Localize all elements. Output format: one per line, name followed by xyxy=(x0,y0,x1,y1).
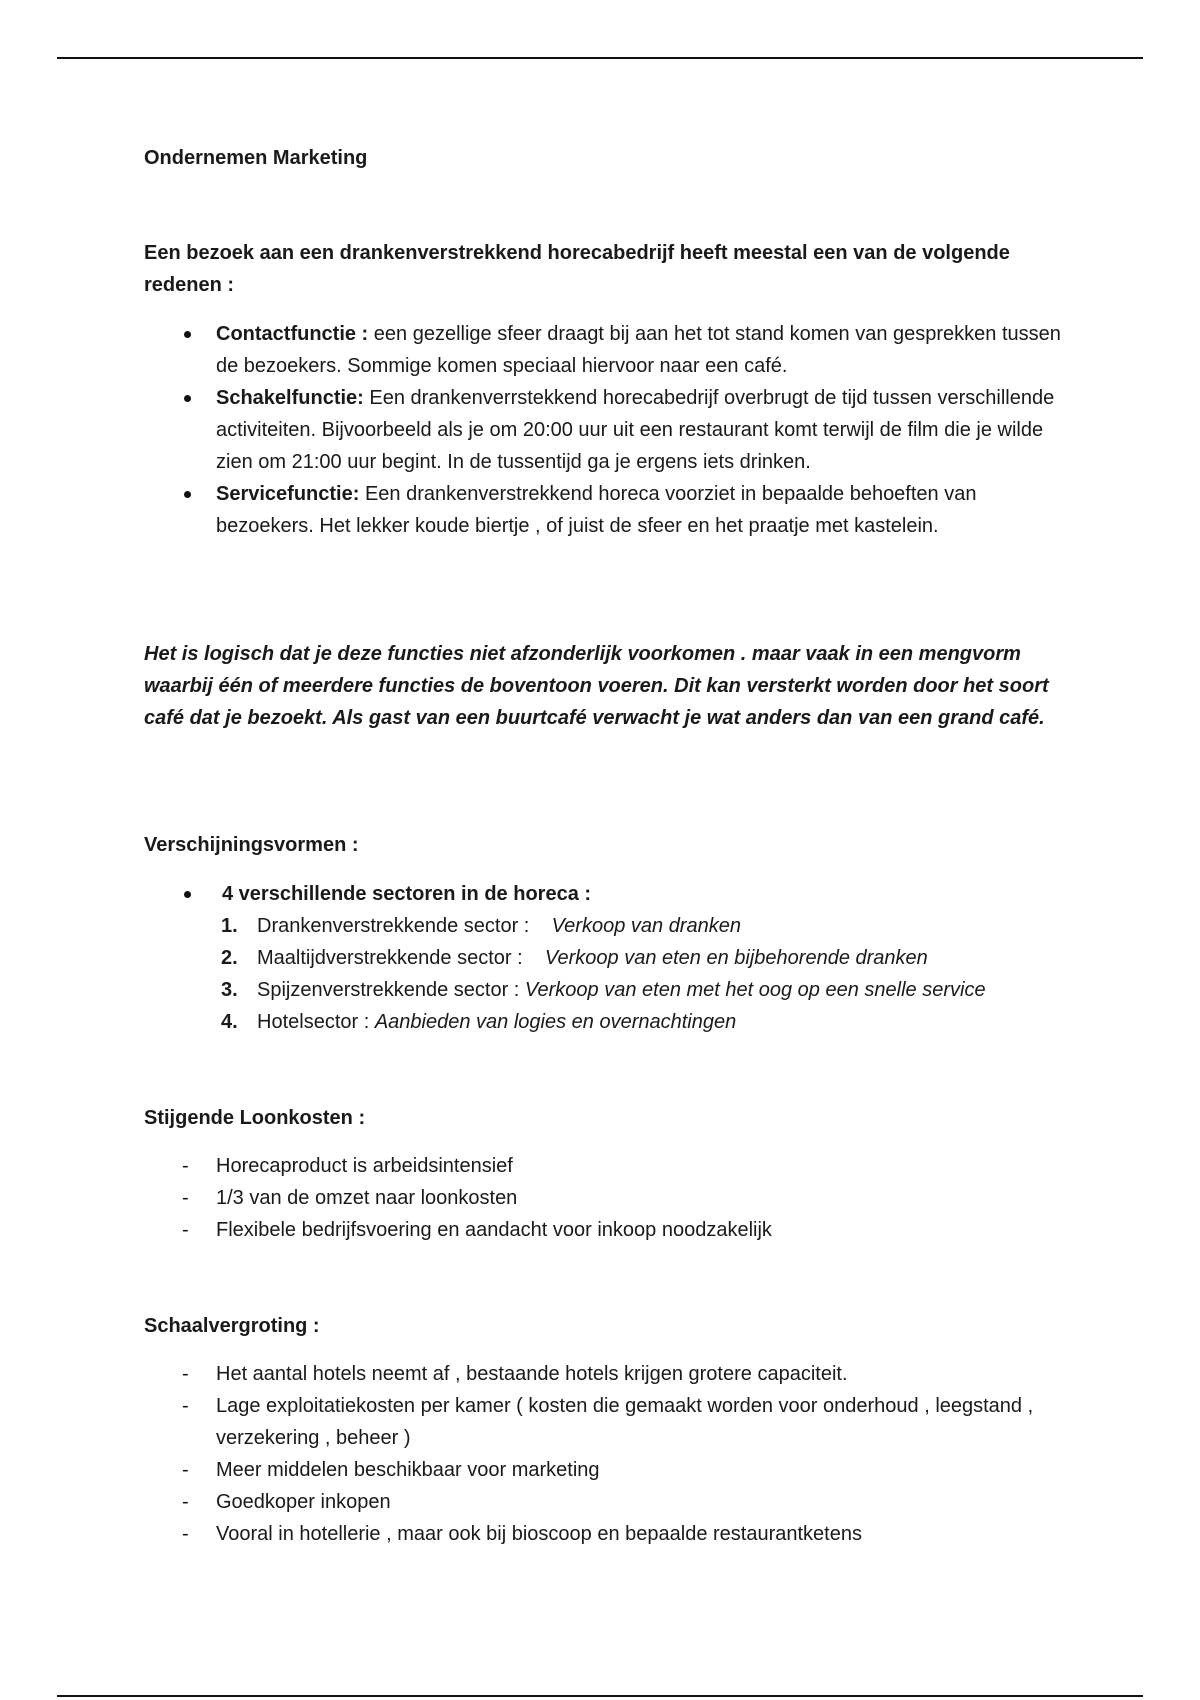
list-item: - Flexibele bedrijfsvoering en aandacht voor inkoop noodzakelijk xyxy=(144,1214,1064,1246)
sector-name: Hotelsector : xyxy=(257,1011,375,1033)
list-item: - Horecaproduct is arbeidsintensief xyxy=(144,1150,1064,1182)
list-item xyxy=(144,478,1064,542)
sector-name: Spijzenverstrekkende sector : xyxy=(257,979,525,1001)
emphasis-paragraph: Het is logisch dat je deze functies niet afzonderlijk voorkomen . maar vaak in een mengvorm waarbij één of meerdere functies de boventoon voeren. Dit kan versterkt worden door het soort café dat je bezoekt. Als gast van een buurtcafé verwacht je wat anders dan van een grand café. xyxy=(144,643,1049,729)
list-item: - Vooral in hotellerie , maar ook bij bioscoop en bepaalde restaurantketens xyxy=(144,1518,1064,1550)
function-text: Een drankenverrstekkend horecabedrijf overbrugt de tijd tussen verschillende activiteiten. Bijvoorbeeld als je om 20:00 uur uit een restaurant komt terwijl de film die je wilde zien om 21:00 uur begint. In de tussentijd ga je ergens iets drinken. xyxy=(216,387,1055,473)
function-text: een gezellige sfeer draagt bij aan het tot stand komen van gesprekken tussen de bezoekers. Sommige komen speciaal hiervoor naar een café. xyxy=(216,323,1061,377)
list-number: 4. xyxy=(221,1011,238,1033)
sector-name: Drankenverstrekkende sector : xyxy=(257,915,552,937)
section-heading-schaalvergroting: Schaalvergroting : xyxy=(144,1315,320,1337)
top-rule xyxy=(57,57,1143,59)
bottom-rule xyxy=(57,1695,1143,1697)
list-item xyxy=(144,382,1064,478)
list-number: 1. xyxy=(221,915,238,937)
list-item: - Het aantal hotels neemt af , bestaande hotels krijgen grotere capaciteit. xyxy=(144,1358,1064,1390)
loonkosten-list xyxy=(144,1150,1064,1246)
sector-desc: Verkoop van eten met het oog op een snelle service xyxy=(524,979,986,1001)
sector-desc: Verkoop van eten en bijbehorende dranken xyxy=(544,947,928,969)
sectors-list xyxy=(144,910,1064,1038)
sector-desc: Aanbieden van logies en overnachtingen xyxy=(374,1011,737,1033)
page-title: Ondernemen Marketing xyxy=(144,147,368,169)
list-number: 2. xyxy=(221,947,238,969)
list-item xyxy=(144,910,1064,942)
list-item xyxy=(144,318,1064,382)
list-item: - 1/3 van de omzet naar loonkosten xyxy=(144,1182,1064,1214)
sector-desc: Verkoop van dranken xyxy=(551,915,741,937)
list-number: 3. xyxy=(221,979,238,1001)
list-item xyxy=(144,1006,1064,1038)
list-item xyxy=(144,974,1064,1006)
list-item: - Meer middelen beschikbaar voor marketing xyxy=(144,1454,1064,1486)
list-item: 4 verschillende sectoren in de horeca : xyxy=(144,878,1064,910)
list-item: - Goedkoper inkopen xyxy=(144,1486,1064,1518)
list-item: - Lage exploitatiekosten per kamer ( kosten die gemaakt worden voor onderhoud , leegstand , verzekering , beheer ) xyxy=(144,1390,1064,1454)
list-item xyxy=(144,942,1064,974)
section-heading-verschijningsvormen: Verschijningsvormen : xyxy=(144,834,359,856)
section-heading-loonkosten: Stijgende Loonkosten : xyxy=(144,1107,366,1129)
function-term: Servicefunctie: xyxy=(216,483,360,505)
functions-list xyxy=(144,318,1064,542)
sectors-bullet xyxy=(144,878,1064,910)
function-term: Schakelfunctie: xyxy=(216,387,364,409)
schaal-list xyxy=(144,1358,1064,1550)
function-text: Een drankenverstrekkend horeca voorziet in bepaalde behoeften van bezoekers. Het lekker koude biertje , of juist de sfeer en het praatje met kastelein. xyxy=(216,483,977,537)
intro-paragraph: Een bezoek aan een drankenverstrekkend horecabedrijf heeft meestal een van de volgende redenen : xyxy=(144,242,1010,296)
sector-name: Maaltijdverstrekkende sector : xyxy=(257,947,545,969)
function-term: Contactfunctie : xyxy=(216,323,369,345)
